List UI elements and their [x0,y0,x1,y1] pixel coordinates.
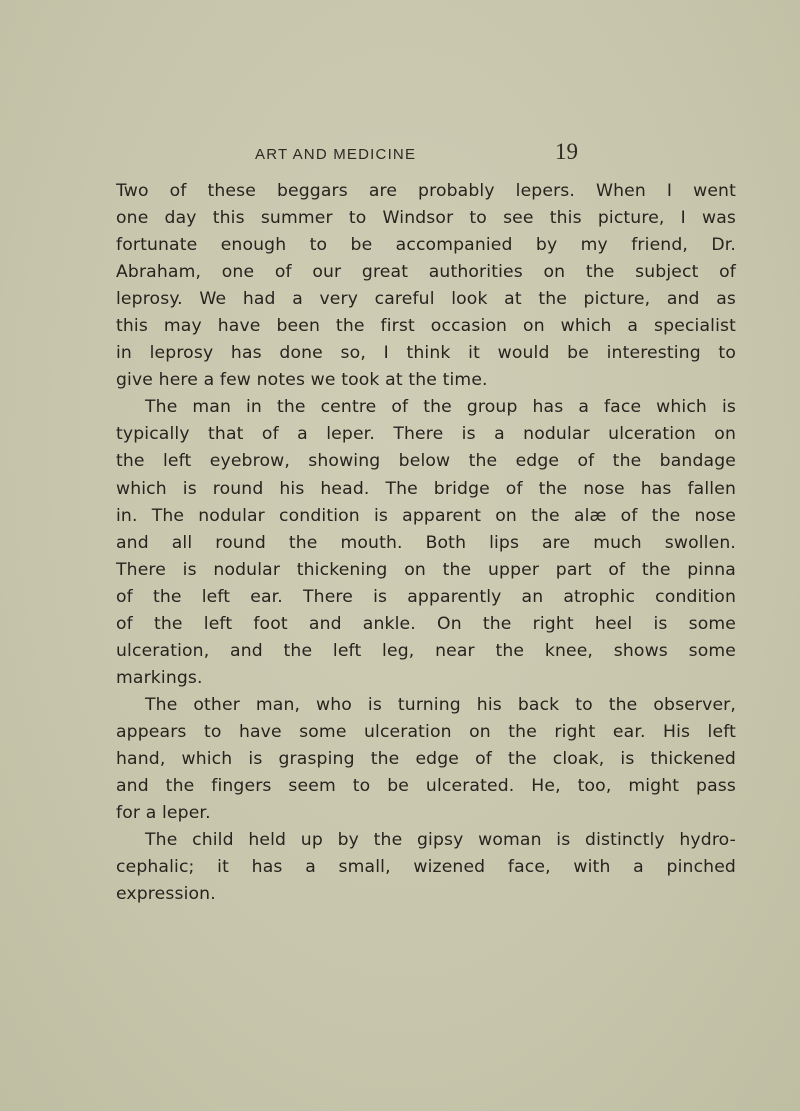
text-line: hand, which is grasping the edge of the cloak, is thickened [116,748,736,769]
text-line: give here a few notes we took at the time. [116,370,488,391]
paragraph [116,178,736,394]
paragraph [116,692,736,827]
text-line: which is round his head. The bridge of the nose has fallen [116,478,736,499]
text-line: appears to have some ulceration on the right ear. His left [116,721,736,742]
text-line: The child held up by the gipsy woman is distinctly hydro- [145,830,736,851]
text-line: leprosy. We had a very careful look at the picture, and as [116,289,736,310]
page-number: 19 [555,139,578,164]
text-line: of the left ear. There is apparently an atrophic condition [116,586,736,607]
text-line: in leprosy has done so, I think it would be interesting to [116,343,736,364]
body-text [116,178,736,908]
text-line: fortunate enough to be accompanied by my friend, Dr. [116,235,736,256]
text-line: markings. [116,667,203,688]
text-line: this may have been the first occasion on which a specialist [116,316,736,337]
paragraph [116,827,736,908]
running-head [0,138,800,168]
text-line: in. The nodular condition is apparent on the alæ of the nose [116,505,736,526]
running-title: ART AND MEDICINE [255,146,417,163]
text-line: Abraham, one of our great authorities on the subject of [116,262,736,283]
text-line: The other man, who is turning his back to the observer, [145,694,736,715]
text-line: expression. [116,884,216,905]
text-line: and all round the mouth. Both lips are much swollen. [116,532,736,553]
paragraph [116,394,736,692]
text-line: The man in the centre of the group has a face which is [145,397,736,418]
text-line: and the fingers seem to be ulcerated. He, too, might pass [116,776,736,797]
text-line: of the left foot and ankle. On the right heel is some [116,613,736,634]
text-line: cephalic; it has a small, wizened face, with a pinched [116,857,736,878]
text-line: There is nodular thickening on the upper part of the pinna [116,559,736,580]
text-line: one day this summer to Windsor to see this picture, I was [116,208,736,229]
text-line: ulceration, and the left leg, near the knee, shows some [116,640,736,661]
text-line: typically that of a leper. There is a nodular ulceration on [116,424,736,445]
text-line: Two of these beggars are probably lepers. When I went [116,181,736,201]
text-line: the left eyebrow, showing below the edge of the bandage [116,451,736,472]
text-line: for a leper. [116,803,211,824]
